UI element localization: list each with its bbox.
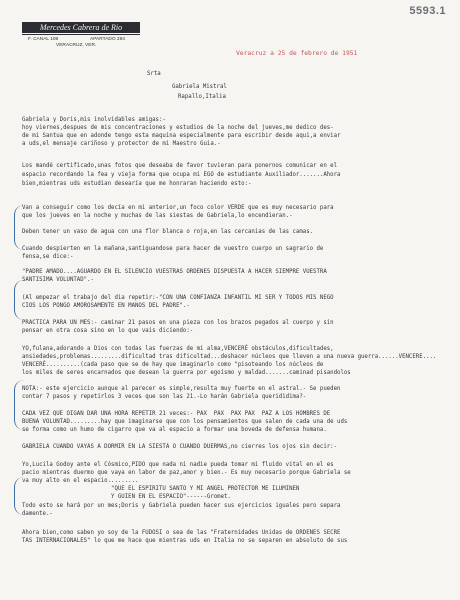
archive-reference-number: 5593.1 bbox=[409, 5, 446, 17]
body-line: "PADRE AMADO....AGUARDO EN EL SILENCIO VUESTRAS ORDENES DISPUESTA A HACER SIEMPRE VUESTRA bbox=[22, 269, 327, 275]
recipient-place: Rapallo,Italia bbox=[178, 94, 226, 100]
body-line: NOTA:- este ejercicio aunque al parecer es simple,resulta muy fuerte en el astral.- Se pueden bbox=[22, 386, 341, 392]
body-line: hoy viernes,despues de mis concentraciones y estudios de la noche del jueves,me dedico des- bbox=[22, 125, 334, 131]
salutation-short: Srta bbox=[147, 71, 161, 77]
body-line: CIOS LOS PONGO AMOROSAMENTE EN MANOS DEL PADRE".- bbox=[22, 303, 190, 309]
body-line: espacio recordando la fea y vieja forma que ocupa mi EGO de estudiante Auxiliador.......Ahora bbox=[22, 172, 341, 178]
letterhead bbox=[22, 22, 142, 64]
body-line: Yo,Lucila Godoy ante el Cósmico,PIDO que nada ni nadie pueda tomar mi fluido vital en el es bbox=[22, 462, 334, 468]
body-line: (Al empezar el trabajo del dia repetir:-"CON UNA CONFIANZA INFANTIL MI SER Y TODOS MIS NEGO bbox=[22, 295, 334, 301]
body-line: Cuando despierten en la mañana,santiguandose para hacer de vuestro cuerpo un sagrario de bbox=[22, 246, 324, 252]
body-line: YO,fulana,adorando a Dios con todas las fuerzas de mi alma,VENCERÉ obstáculos,dificultades, bbox=[22, 346, 334, 352]
letterhead-city: VERACRUZ, VER. bbox=[56, 43, 97, 48]
body-line: Deben tener un vaso de agua con una flor blanca o roja,en las cercanias de las camas. bbox=[22, 229, 314, 235]
date-line: Veracruz a 25 de febrero de 1951 bbox=[236, 50, 358, 57]
body-line: bien,mientras uds estudian desearía que me honraran haciendo esto:- bbox=[22, 181, 252, 187]
body-line: va muy alto en el espacio......... bbox=[22, 478, 139, 484]
body-line: ansiedades,problemas.........dificultad tras dificultad...deshacer núcleos que lleven a una nueva guerra......VENCERE.... bbox=[22, 354, 437, 360]
body-line: pensar en otra cosa sino en lo que vais diciendo:- bbox=[22, 328, 194, 334]
body-line: los miles de seres encarnados que desean la guerra por egoísmo y maldad.......caminad pisandolos bbox=[22, 370, 351, 376]
letterhead-name: Mercedes Cabrera de Rio bbox=[22, 22, 140, 33]
letterhead-rule bbox=[22, 34, 140, 35]
body-line: PRACTICA PARA UN MES:- caminar 21 pasos en una pieza con los brazos pegados al cuerpo y sin bbox=[22, 320, 334, 326]
letterhead-address: F. CANAL 108 bbox=[28, 37, 59, 42]
body-line: Ahora bien,como saben yo soy de la FUDOSI o sea de las "Fraternidades Unidas de ORDENES SECRE bbox=[22, 530, 341, 536]
body-line: TAS INTERNACIONALES" lo que me hace que mientras uds en Italia no se separen en absoluto de sus bbox=[22, 538, 348, 544]
body-line: que los jueves en la noche y muchas de las siestas de Gabriela,lo encendieran.- bbox=[22, 213, 293, 219]
body-line: Y GUIEN EN EL ESPACIO"------Gromet. bbox=[22, 494, 231, 500]
body-line: CADA VEZ QUE OIGAN DAR UNA HORA REPETIR 21 veces:- PAX PAX PAX PAX PAZ A LOS HOMBRES DE bbox=[22, 411, 331, 417]
body-line: contar 7 pasos y repetirlos 3 veces que son las 21.-Lo harán Gabriela querididima?- bbox=[22, 394, 307, 400]
body-line: se forma como un humo de cigarro que va al espacio a formar una boveda de defensa humana. bbox=[22, 427, 327, 433]
body-line: "QUE EL ESPIRITU SANTO Y MI ANGEL PROTECTOR ME ILUMINEN bbox=[22, 486, 300, 492]
body-line: Van a conseguir como los decía en mi anterior,un foco color VERDE que es muy necesario para bbox=[22, 205, 334, 211]
body-line: a uds,el mensaje cariñoso y protector de mi Maestro Guia.- bbox=[22, 141, 221, 147]
body-line: pacio mientras duermo que vaya en labor de paz,amor y bien.- Es muy necesario porque Gabriela se bbox=[22, 470, 351, 476]
body-line: GABRIELA CUANDO VAYAS A DORMIR EN LA SIESTA O CUANDO DUERMAS,no cierres los ojos sin decir:- bbox=[22, 444, 338, 450]
body-line: BUENA VOLUNTAD.........hay que imaginarse que con los pensamientos que salen de cada una de uds bbox=[22, 419, 348, 425]
body-line: fensa,se dice:- bbox=[22, 254, 74, 260]
letterhead-apartado: APARTADO 284 bbox=[90, 37, 125, 42]
body-line: Los mandé certificado,unas fotos que deseaba de favor tuvieran para ponernos comunicar en el bbox=[22, 163, 338, 169]
body-line: de mi Santua que en adonde tengo esta maquina especialmente para escribir desde aqui,a enviar bbox=[22, 133, 341, 139]
recipient-name: Gabriela Mistral bbox=[172, 84, 227, 90]
body-line: VENCERÉ..........(cada paso que se de hay que imaginarlo como "pisoteando los núcleos de bbox=[22, 362, 324, 368]
body-line: SANTISIMA VOLUNTAD".- bbox=[22, 277, 94, 283]
body-line: Gabriela y Doris,mis inolvidables amigas:- bbox=[22, 117, 166, 123]
body-line: damente.- bbox=[22, 511, 53, 517]
body-line: Todo esto se hará por un mes;Doris y Gabriela pueden hacer sus ejercicios iguales pero separa bbox=[22, 503, 341, 509]
